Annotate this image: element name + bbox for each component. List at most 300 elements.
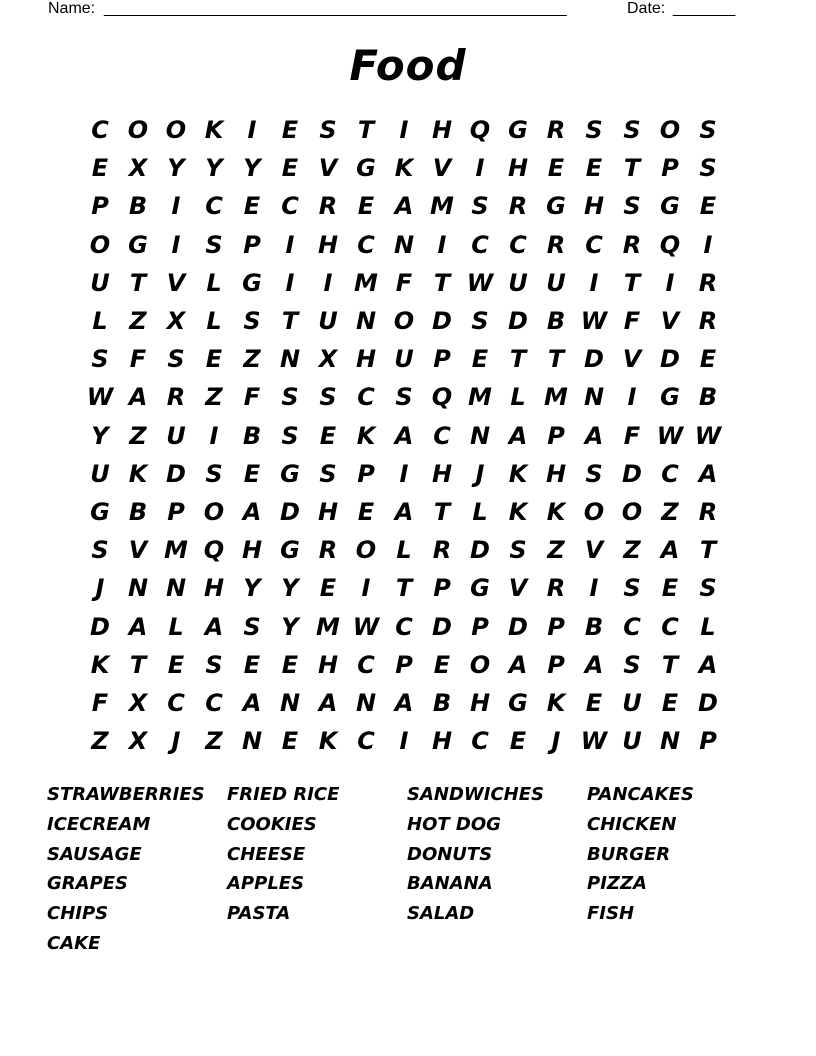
grid-letter[interactable]: A: [394, 688, 414, 717]
grid-letter[interactable]: G: [242, 268, 262, 297]
grid-letter[interactable]: X: [128, 688, 148, 717]
grid-letter[interactable]: N: [393, 230, 415, 259]
grid-letter[interactable]: Z: [129, 421, 147, 450]
grid-letter[interactable]: L: [510, 383, 526, 412]
grid-letter[interactable]: P: [433, 345, 451, 374]
grid-letter[interactable]: P: [91, 192, 109, 221]
grid-letter[interactable]: H: [545, 459, 567, 488]
grid-letter[interactable]: V: [318, 154, 338, 183]
grid-letter[interactable]: A: [394, 421, 414, 450]
grid-letter[interactable]: F: [623, 421, 641, 450]
grid-letter[interactable]: Z: [623, 536, 641, 565]
grid-letter[interactable]: P: [547, 650, 565, 679]
grid-letter[interactable]: S: [471, 192, 489, 221]
grid-letter[interactable]: K: [546, 497, 566, 526]
grid-letter[interactable]: Z: [661, 497, 679, 526]
header: [48, 0, 748, 22]
grid-letter[interactable]: J: [475, 459, 485, 488]
grid-letter[interactable]: A: [584, 650, 604, 679]
grid-letter[interactable]: C: [395, 612, 413, 641]
grid-letter[interactable]: G: [470, 574, 490, 603]
grid-letter[interactable]: G: [356, 154, 376, 183]
grid-letter[interactable]: F: [623, 307, 641, 336]
grid-letter[interactable]: E: [471, 345, 489, 374]
grid-letter[interactable]: G: [90, 497, 110, 526]
grid-letter[interactable]: C: [661, 612, 679, 641]
grid-letter[interactable]: W: [580, 307, 608, 336]
grid-letter[interactable]: L: [168, 612, 184, 641]
grid-letter[interactable]: X: [318, 345, 338, 374]
grid-letter[interactable]: G: [660, 192, 680, 221]
grid-letter[interactable]: S: [509, 536, 527, 565]
grid-letter[interactable]: E: [661, 574, 679, 603]
grid-letter[interactable]: C: [357, 727, 375, 756]
grid-letter[interactable]: G: [128, 230, 148, 259]
word-list-item: COOKIES: [227, 813, 317, 835]
grid-letter[interactable]: P: [547, 421, 565, 450]
grid-letter[interactable]: D: [166, 459, 186, 488]
grid-letter[interactable]: T: [509, 345, 527, 374]
grid-letter[interactable]: K: [546, 688, 566, 717]
grid-letter[interactable]: Z: [205, 383, 223, 412]
grid-letter[interactable]: S: [319, 383, 337, 412]
grid-letter[interactable]: K: [356, 421, 376, 450]
grid-letter[interactable]: C: [433, 421, 451, 450]
grid-letter[interactable]: O: [393, 307, 415, 336]
grid-letter[interactable]: C: [205, 688, 223, 717]
grid-letter[interactable]: X: [128, 727, 148, 756]
grid-letter[interactable]: U: [318, 307, 338, 336]
grid-letter[interactable]: S: [91, 536, 109, 565]
grid-letter[interactable]: D: [660, 345, 680, 374]
grid-letter[interactable]: C: [661, 459, 679, 488]
grid-letter[interactable]: F: [243, 383, 261, 412]
grid-letter[interactable]: S: [205, 230, 223, 259]
grid-letter[interactable]: C: [623, 612, 641, 641]
grid-letter[interactable]: R: [318, 536, 338, 565]
grid-letter[interactable]: A: [128, 383, 148, 412]
grid-letter[interactable]: S: [623, 116, 641, 145]
grid-letter[interactable]: Y: [243, 154, 261, 183]
grid-letter[interactable]: R: [546, 230, 566, 259]
grid-letter[interactable]: E: [281, 727, 299, 756]
grid-letter[interactable]: N: [659, 727, 681, 756]
grid-letter[interactable]: A: [242, 497, 262, 526]
grid-letter[interactable]: G: [660, 383, 680, 412]
grid-letter[interactable]: A: [394, 192, 414, 221]
grid-letter[interactable]: L: [700, 612, 716, 641]
grid-letter[interactable]: S: [395, 383, 413, 412]
grid-letter[interactable]: T: [699, 536, 717, 565]
grid-letter[interactable]: O: [89, 230, 111, 259]
grid-letter[interactable]: R: [166, 383, 186, 412]
grid-letter[interactable]: W: [656, 421, 684, 450]
grid-letter[interactable]: I: [399, 116, 409, 145]
grid-letter[interactable]: O: [203, 497, 225, 526]
grid-letter[interactable]: F: [129, 345, 147, 374]
grid-letter[interactable]: I: [589, 574, 599, 603]
grid-letter[interactable]: G: [546, 192, 566, 221]
grid-letter[interactable]: T: [129, 650, 147, 679]
grid-letter[interactable]: P: [167, 497, 185, 526]
grid-letter[interactable]: H: [355, 345, 377, 374]
grid-letter[interactable]: C: [357, 383, 375, 412]
grid-letter[interactable]: C: [585, 230, 603, 259]
grid-letter[interactable]: S: [167, 345, 185, 374]
grid-letter[interactable]: C: [471, 230, 489, 259]
grid-letter[interactable]: A: [584, 421, 604, 450]
grid-letter[interactable]: P: [661, 154, 679, 183]
grid-letter[interactable]: N: [241, 727, 263, 756]
grid-letter[interactable]: H: [431, 727, 453, 756]
grid-letter[interactable]: X: [128, 154, 148, 183]
grid-letter[interactable]: E: [243, 650, 261, 679]
grid-letter[interactable]: D: [280, 497, 300, 526]
grid-letter[interactable]: E: [547, 154, 565, 183]
grid-letter[interactable]: N: [127, 574, 149, 603]
grid-letter[interactable]: W: [466, 268, 494, 297]
grid-letter[interactable]: G: [508, 688, 528, 717]
grid-letter[interactable]: H: [317, 230, 339, 259]
grid-letter[interactable]: O: [355, 536, 377, 565]
grid-letter[interactable]: G: [280, 459, 300, 488]
grid-letter[interactable]: J: [171, 727, 181, 756]
grid-letter[interactable]: I: [171, 230, 181, 259]
grid-letter[interactable]: U: [90, 268, 110, 297]
grid-letter[interactable]: B: [128, 497, 148, 526]
grid-letter[interactable]: X: [166, 307, 186, 336]
grid-letter[interactable]: A: [204, 612, 224, 641]
grid-letter[interactable]: C: [357, 230, 375, 259]
grid-letter[interactable]: S: [205, 650, 223, 679]
grid-letter[interactable]: V: [508, 574, 528, 603]
grid-letter[interactable]: I: [399, 459, 409, 488]
grid-letter[interactable]: H: [431, 459, 453, 488]
grid-letter[interactable]: S: [243, 612, 261, 641]
grid-letter[interactable]: S: [471, 307, 489, 336]
grid-letter[interactable]: H: [583, 192, 605, 221]
grid-letter[interactable]: W: [352, 612, 380, 641]
grid-letter[interactable]: E: [433, 650, 451, 679]
puzzle-title: Food: [349, 41, 467, 90]
name-field[interactable]: ____________________________________________________: [104, 0, 567, 17]
grid-letter[interactable]: K: [508, 497, 528, 526]
grid-letter[interactable]: K: [318, 727, 338, 756]
grid-letter[interactable]: Q: [659, 230, 681, 259]
grid-letter[interactable]: O: [583, 497, 605, 526]
word-list-item: CHIPS: [47, 903, 109, 925]
grid-letter[interactable]: I: [285, 230, 295, 259]
grid-letter[interactable]: T: [433, 497, 451, 526]
grid-letter[interactable]: F: [91, 688, 109, 717]
grid-letter[interactable]: S: [91, 345, 109, 374]
grid-letter[interactable]: O: [165, 116, 187, 145]
grid-letter[interactable]: V: [584, 536, 604, 565]
grid-letter[interactable]: S: [281, 421, 299, 450]
grid-letter[interactable]: Y: [243, 574, 261, 603]
grid-letter[interactable]: Q: [431, 383, 453, 412]
grid-letter[interactable]: B: [698, 383, 718, 412]
grid-letter[interactable]: I: [399, 727, 409, 756]
grid-letter[interactable]: S: [623, 574, 641, 603]
grid-letter[interactable]: U: [546, 268, 566, 297]
grid-letter[interactable]: P: [433, 574, 451, 603]
grid-letter[interactable]: M: [316, 612, 340, 641]
grid-letter[interactable]: D: [584, 345, 604, 374]
grid-letter[interactable]: Z: [129, 307, 147, 336]
grid-letter[interactable]: C: [91, 116, 109, 145]
grid-letter[interactable]: N: [279, 345, 301, 374]
date-field[interactable]: _______: [673, 0, 736, 17]
grid-letter[interactable]: G: [280, 536, 300, 565]
grid-letter[interactable]: D: [470, 536, 490, 565]
grid-letter[interactable]: K: [508, 459, 528, 488]
grid-letter[interactable]: Z: [205, 727, 223, 756]
grid-letter[interactable]: Z: [91, 727, 109, 756]
grid-letter[interactable]: L: [396, 536, 412, 565]
grid-letter[interactable]: E: [509, 727, 527, 756]
word-list-item: GRAPES: [47, 873, 129, 895]
grid-letter[interactable]: D: [508, 612, 528, 641]
grid-letter[interactable]: D: [622, 459, 642, 488]
grid-letter[interactable]: T: [433, 268, 451, 297]
grid-letter[interactable]: O: [469, 650, 491, 679]
grid-letter[interactable]: N: [355, 307, 377, 336]
word-list-item: CAKE: [47, 932, 101, 954]
grid-letter[interactable]: E: [699, 345, 717, 374]
grid-letter[interactable]: J: [95, 574, 105, 603]
grid-letter[interactable]: P: [699, 727, 717, 756]
grid-letter[interactable]: O: [127, 116, 149, 145]
grid-letter[interactable]: A: [660, 536, 680, 565]
grid-letter[interactable]: B: [432, 688, 452, 717]
grid-letter[interactable]: E: [585, 154, 603, 183]
grid-letter[interactable]: Y: [205, 154, 223, 183]
grid-letter[interactable]: W: [694, 421, 722, 450]
grid-letter[interactable]: R: [698, 497, 718, 526]
grid-letter[interactable]: R: [318, 192, 338, 221]
grid-letter[interactable]: G: [508, 116, 528, 145]
grid-letter[interactable]: E: [167, 650, 185, 679]
grid-letter[interactable]: Y: [281, 612, 299, 641]
grid-letter[interactable]: R: [698, 268, 718, 297]
grid-letter[interactable]: U: [508, 268, 528, 297]
grid-letter[interactable]: H: [241, 536, 263, 565]
grid-letter[interactable]: P: [471, 612, 489, 641]
grid-letter[interactable]: Q: [203, 536, 225, 565]
grid-letter[interactable]: I: [475, 154, 485, 183]
grid-letter[interactable]: H: [431, 116, 453, 145]
grid-letter[interactable]: E: [319, 574, 337, 603]
grid-letter[interactable]: T: [357, 116, 375, 145]
grid-letter[interactable]: A: [698, 650, 718, 679]
grid-letter[interactable]: P: [395, 650, 413, 679]
grid-letter[interactable]: I: [437, 230, 447, 259]
grid-letter[interactable]: D: [508, 307, 528, 336]
grid-letter[interactable]: I: [323, 268, 333, 297]
grid-letter[interactable]: L: [92, 307, 108, 336]
grid-letter[interactable]: Q: [469, 116, 491, 145]
grid-letter[interactable]: K: [394, 154, 414, 183]
grid-letter[interactable]: I: [209, 421, 219, 450]
grid-letter[interactable]: S: [699, 574, 717, 603]
grid-letter[interactable]: K: [90, 650, 110, 679]
grid-letter[interactable]: S: [243, 307, 261, 336]
grid-letter[interactable]: R: [546, 574, 566, 603]
grid-letter[interactable]: V: [622, 345, 642, 374]
grid-letter[interactable]: U: [394, 345, 414, 374]
grid-letter[interactable]: E: [357, 497, 375, 526]
grid-letter[interactable]: V: [128, 536, 148, 565]
grid-letter[interactable]: C: [509, 230, 527, 259]
grid-letter[interactable]: S: [699, 154, 717, 183]
grid-letter[interactable]: K: [204, 116, 224, 145]
grid-letter[interactable]: W: [580, 727, 608, 756]
grid-letter[interactable]: R: [546, 116, 566, 145]
grid-letter[interactable]: M: [468, 383, 492, 412]
grid-letter[interactable]: E: [585, 688, 603, 717]
grid-letter[interactable]: E: [243, 459, 261, 488]
grid-letter[interactable]: I: [703, 230, 713, 259]
grid-letter[interactable]: H: [507, 154, 529, 183]
grid-letter[interactable]: L: [472, 497, 488, 526]
grid-letter[interactable]: A: [698, 459, 718, 488]
grid-letter[interactable]: T: [623, 154, 641, 183]
grid-letter[interactable]: N: [583, 383, 605, 412]
grid-letter[interactable]: M: [544, 383, 568, 412]
grid-letter[interactable]: N: [355, 688, 377, 717]
grid-letter[interactable]: N: [165, 574, 187, 603]
grid-letter[interactable]: Y: [91, 421, 109, 450]
grid-letter[interactable]: V: [166, 268, 186, 297]
grid-letter[interactable]: S: [319, 116, 337, 145]
grid-letter[interactable]: B: [584, 612, 604, 641]
grid-letter[interactable]: S: [623, 650, 641, 679]
grid-letter[interactable]: C: [167, 688, 185, 717]
grid-letter[interactable]: T: [661, 650, 679, 679]
grid-letter[interactable]: I: [361, 574, 371, 603]
grid-letter[interactable]: D: [432, 612, 452, 641]
letter-grid[interactable]: [81, 111, 727, 760]
grid-letter[interactable]: O: [621, 497, 643, 526]
grid-letter[interactable]: S: [205, 459, 223, 488]
grid-letter[interactable]: D: [698, 688, 718, 717]
grid-letter[interactable]: E: [661, 688, 679, 717]
grid-letter[interactable]: M: [354, 268, 378, 297]
name-label: Name:: [48, 0, 96, 17]
grid-letter[interactable]: E: [281, 116, 299, 145]
grid-letter[interactable]: A: [242, 688, 262, 717]
grid-letter[interactable]: E: [91, 154, 109, 183]
grid-letter[interactable]: R: [432, 536, 452, 565]
grid-letter[interactable]: T: [281, 307, 299, 336]
grid-letter[interactable]: A: [128, 612, 148, 641]
word-list-item: HOT DOG: [407, 813, 501, 835]
grid-letter[interactable]: H: [469, 688, 491, 717]
grid-letter[interactable]: I: [589, 268, 599, 297]
grid-letter[interactable]: S: [281, 383, 299, 412]
grid-letter[interactable]: I: [171, 192, 181, 221]
grid-letter[interactable]: S: [699, 116, 717, 145]
grid-letter[interactable]: A: [508, 650, 528, 679]
grid-letter[interactable]: T: [395, 574, 413, 603]
grid-letter[interactable]: O: [659, 116, 681, 145]
grid-letter[interactable]: H: [317, 497, 339, 526]
grid-letter[interactable]: N: [279, 688, 301, 717]
grid-letter[interactable]: W: [86, 383, 114, 412]
grid-letter[interactable]: Z: [547, 536, 565, 565]
grid-letter[interactable]: S: [623, 192, 641, 221]
grid-letter[interactable]: T: [129, 268, 147, 297]
grid-letter[interactable]: D: [90, 612, 110, 641]
grid-letter[interactable]: H: [203, 574, 225, 603]
grid-letter[interactable]: E: [357, 192, 375, 221]
grid-letter[interactable]: U: [166, 421, 186, 450]
grid-letter[interactable]: A: [318, 688, 338, 717]
grid-letter[interactable]: R: [508, 192, 528, 221]
grid-letter[interactable]: K: [128, 459, 148, 488]
grid-letter[interactable]: U: [622, 727, 642, 756]
grid-letter[interactable]: E: [281, 650, 299, 679]
grid-letter[interactable]: P: [243, 230, 261, 259]
grid-letter[interactable]: Y: [281, 574, 299, 603]
grid-letter[interactable]: C: [471, 727, 489, 756]
grid-letter[interactable]: U: [622, 688, 642, 717]
grid-letter[interactable]: R: [698, 307, 718, 336]
grid-letter[interactable]: B: [242, 421, 262, 450]
grid-letter[interactable]: E: [243, 192, 261, 221]
grid-letter[interactable]: J: [551, 727, 561, 756]
grid-letter[interactable]: U: [90, 459, 110, 488]
grid-letter[interactable]: L: [206, 307, 222, 336]
grid-letter[interactable]: S: [319, 459, 337, 488]
grid-letter[interactable]: C: [281, 192, 299, 221]
grid-letter[interactable]: E: [281, 154, 299, 183]
grid-letter[interactable]: I: [665, 268, 675, 297]
grid-letter[interactable]: B: [546, 307, 566, 336]
grid-letter[interactable]: I: [285, 268, 295, 297]
grid-letter[interactable]: E: [205, 345, 223, 374]
grid-letter[interactable]: P: [357, 459, 375, 488]
grid-letter[interactable]: H: [317, 650, 339, 679]
grid-letter[interactable]: D: [432, 307, 452, 336]
grid-letter[interactable]: I: [247, 116, 257, 145]
grid-letter[interactable]: E: [319, 421, 337, 450]
grid-letter[interactable]: M: [164, 536, 188, 565]
grid-letter[interactable]: T: [623, 268, 641, 297]
grid-letter[interactable]: T: [547, 345, 565, 374]
grid-letter[interactable]: L: [206, 268, 222, 297]
grid-letter[interactable]: V: [432, 154, 452, 183]
grid-letter[interactable]: S: [585, 116, 603, 145]
grid-letter[interactable]: A: [394, 497, 414, 526]
grid-letter[interactable]: B: [128, 192, 148, 221]
grid-letter[interactable]: Y: [167, 154, 185, 183]
grid-letter[interactable]: I: [627, 383, 637, 412]
grid-letter[interactable]: R: [622, 230, 642, 259]
grid-letter[interactable]: N: [469, 421, 491, 450]
grid-letter[interactable]: C: [205, 192, 223, 221]
grid-letter[interactable]: Z: [243, 345, 261, 374]
grid-letter[interactable]: M: [430, 192, 454, 221]
grid-letter[interactable]: S: [585, 459, 603, 488]
grid-letter[interactable]: A: [508, 421, 528, 450]
grid-letter[interactable]: E: [699, 192, 717, 221]
grid-letter[interactable]: V: [660, 307, 680, 336]
grid-letter[interactable]: P: [547, 612, 565, 641]
grid-letter[interactable]: F: [395, 268, 413, 297]
grid-letter[interactable]: C: [357, 650, 375, 679]
